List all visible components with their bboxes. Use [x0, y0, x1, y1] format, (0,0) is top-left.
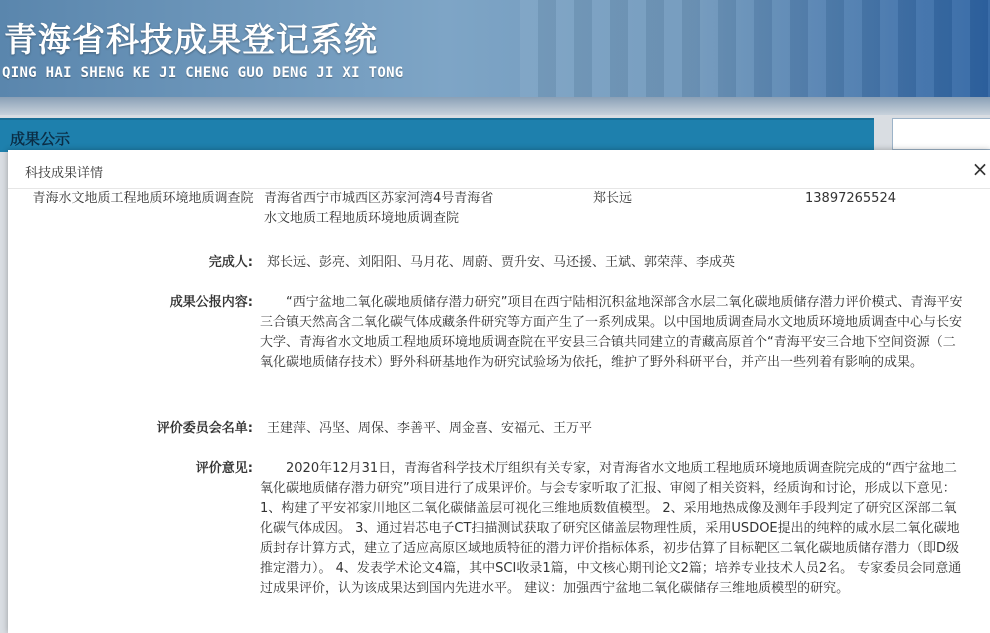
unit-address: 青海省西宁市城西区苏家河湾4号青海省水文地质工程地质环境地质调查院 [264, 191, 494, 226]
section-title: 成果公示 [10, 130, 71, 148]
field-value: 郑长远、彭亮、刘阳阳、马月花、周蔚、贾升安、马还援、王斌、郭荣萍、李成英 [267, 255, 736, 270]
system-subtitle: QING HAI SHENG KE JI CHENG GUO DENG JI XI TONG [2, 65, 404, 81]
field-value: 王建萍、冯坚、周保、李善平、周金喜、安福元、王万平 [267, 421, 593, 436]
system-title: 青海省科技成果登记系统 [4, 20, 378, 59]
detail-modal [8, 150, 990, 633]
field-label: 成果公报内容: [169, 295, 253, 310]
modal-title: 科技成果详情 [25, 166, 104, 181]
unit-contact: 郑长远 [593, 191, 633, 206]
field-label: 评价意见: [195, 461, 253, 476]
unit-phone: 13897265524 [805, 191, 896, 206]
field-value: 2020年12月31日，青海省科学技术厅组织有关专家，对青海省水文地质工程地质环境地质调查院完成的“西宁盆地二氧化碳地质储存潜力研究”项目进行了成果评价。与会专家听取了汇报、审阅了相关资料，经质询和讨论，形成以下意见： 1、构建了平安祁家川地区二氧化碳储盖层可视化三维地质数值模型。 2、采用地热成像及测年手段判定了研究区深部二氧化碳气体成因。 3、通过岩芯电子CT扫描测试获取了研究区储盖层物理性质，采用USDOE提出的纯粹的咸水层二氧化碳地质封存计算方式，建立了适应高原区域地质特征的潜力评价指标体系，初步估算了目标靶区二氧化碳地质储存潜力（即D级推定潜力）。 4、发表学术论文4篇，其中SCI收录1篇，中文核心期刊论文2篇；培养专业技术人员2名。 专家委员会同意通过成果评价，认为该成果达到国内先进水平。 建议：加强西宁盆地二氧化碳储存三维地质模型的研究。 [260, 461, 962, 596]
side-panel-edge [892, 118, 990, 150]
field-label: 评价委员会名单: [156, 421, 253, 436]
header-banner [0, 0, 990, 97]
modal-header [8, 150, 990, 189]
field-label: 完成人: [208, 255, 253, 270]
modal-body [8, 189, 990, 633]
unit-name: 青海水文地质工程地质环境地质调查院 [32, 191, 254, 206]
close-icon[interactable]: × [971, 157, 989, 181]
header-divider [0, 97, 990, 115]
field-value: “西宁盆地二氧化碳地质储存潜力研究”项目在西宁陆相沉积盆地深部含水层二氧化碳地质储存潜力评价模式、青海平安三合镇天然高含二氧化碳气体成藏条件研究等方面产生了一系列成果。以中国地质调查局水文地质环境地质调查中心与长安大学、青海省水文地质工程地质环境地质调查院在平安县三合镇共同建立的青藏高原首个“青海平安三合地下空间资源（二氧化碳地质储存技术）野外科研基地作为研究试验场为依托，维护了野外科研平台，并产出一些列着有影响的成果。 [260, 295, 963, 370]
section-bar [0, 118, 874, 152]
